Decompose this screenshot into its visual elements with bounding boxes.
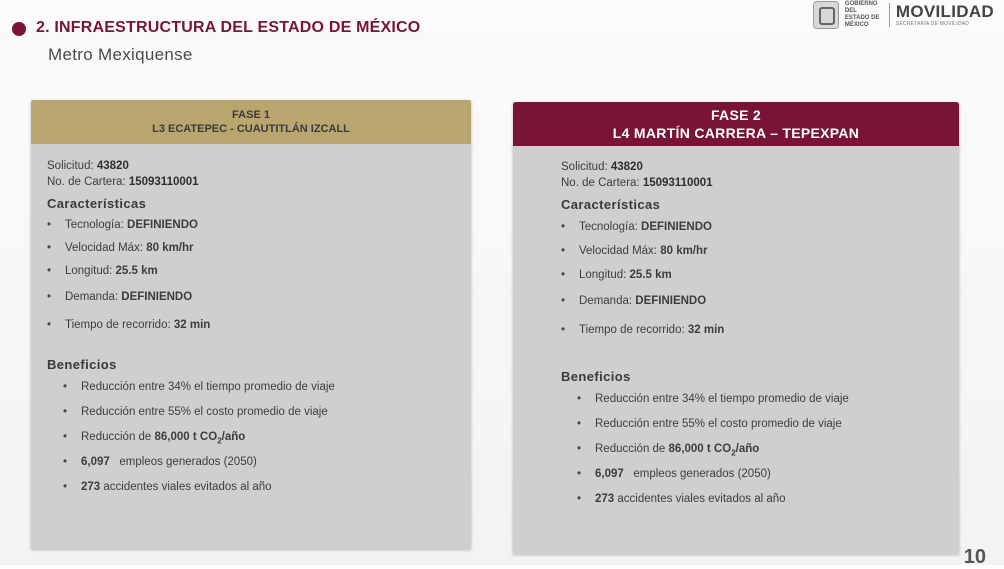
benefit-value: 6,097 — [81, 456, 110, 468]
solicitud-value: 43820 — [96, 160, 129, 172]
phase-1-title: FASE 1 — [232, 109, 270, 121]
solicitud-value: 43820 — [610, 161, 643, 173]
gov-text-line-1: GOBIERNO DEL — [844, 1, 878, 14]
list-item — [63, 450, 461, 475]
cartera-label: No. de Cartera: — [561, 177, 640, 189]
benefit-text: Reducción de — [81, 431, 152, 443]
gov-text-line-2: ESTADO DE — [844, 15, 880, 21]
feature-label: Tiempo de recorrido: — [579, 324, 685, 336]
feature-value: 80 km/hr — [146, 242, 194, 254]
benefits-list — [63, 375, 461, 500]
feature-value: 25.5 km — [115, 265, 158, 277]
list-item — [561, 215, 949, 239]
feature-label: Demanda: — [579, 295, 633, 307]
list-item — [577, 487, 949, 512]
feature-label: Velocidad Máx: — [65, 242, 143, 254]
benefit-value: 273 — [81, 481, 101, 493]
list-item — [577, 437, 949, 462]
feature-label: Tiempo de recorrido: — [65, 319, 171, 331]
list-item — [561, 316, 949, 345]
benefit-text: empleos generados (2050) — [633, 468, 771, 480]
phase-2-header — [513, 102, 959, 146]
list-item — [47, 260, 461, 283]
benefit-unit: /año — [735, 443, 760, 455]
benefit-subscript: 2 — [217, 436, 222, 446]
brand-name: MOVILIDAD — [895, 2, 994, 21]
features-heading: Características — [47, 196, 147, 211]
benefit-value: 6,097 — [595, 468, 624, 480]
list-item: • Reducción entre 34% el tiempo promedio de viaje — [63, 375, 461, 400]
brand-subtitle: SECRETARÍA DE MOVILIDAD — [895, 21, 970, 27]
brand-block — [896, 3, 994, 27]
benefit-value: 86,000 t CO — [154, 431, 218, 443]
phase-2-body — [561, 159, 949, 512]
page-number: 10 — [963, 546, 986, 568]
feature-label: Longitud: — [579, 269, 627, 281]
cartera-label: No. de Cartera: — [47, 176, 126, 188]
feature-label: Velocidad Máx: — [579, 245, 657, 257]
feature-value: 32 min — [687, 324, 725, 336]
cartera-row — [561, 175, 949, 191]
features-list — [561, 215, 949, 345]
features-list — [47, 214, 461, 339]
benefit-value: 273 — [595, 493, 615, 505]
list-item — [561, 263, 949, 287]
list-item: • Reducción entre 55% el costo promedio de viaje — [63, 400, 461, 425]
list-item — [63, 475, 461, 500]
feature-value: DEFINIENDO — [127, 219, 198, 231]
section-bullet-icon — [12, 22, 26, 36]
phase-1-header — [31, 100, 471, 144]
list-item — [47, 311, 461, 339]
benefit-value: 86,000 t CO — [668, 443, 732, 455]
feature-label: Demanda: — [65, 291, 119, 303]
list-item — [47, 237, 461, 260]
list-item — [47, 214, 461, 237]
state-seal-icon — [813, 1, 839, 29]
cartera-value: 15093110001 — [642, 177, 713, 189]
benefit-text: Reducción de — [595, 443, 666, 455]
list-item: • Reducción entre 55% el costo promedio de viaje — [577, 412, 949, 437]
phase-1-line: L3 ECATEPEC - CUAUTITLÁN IZCALL — [152, 123, 350, 135]
solicitud-label: Solicitud: — [561, 161, 608, 173]
features-heading: Características — [561, 197, 661, 212]
government-label — [845, 1, 883, 29]
phase-2-line: L4 MARTÍN CARRERA – TEPEXPAN — [612, 125, 860, 141]
feature-value: 80 km/hr — [660, 245, 708, 257]
list-item — [561, 287, 949, 316]
benefits-heading: Beneficios — [561, 369, 631, 384]
feature-label: Longitud: — [65, 265, 113, 277]
feature-value: 32 min — [173, 319, 211, 331]
phase-1-card — [31, 100, 471, 549]
feature-value: 25.5 km — [629, 269, 672, 281]
benefit-text: accidentes viales evitados al año — [617, 493, 786, 505]
feature-value: DEFINIENDO — [635, 295, 707, 307]
slide-subtitle: Metro Mexiquense — [48, 45, 193, 64]
solicitud-row — [561, 159, 949, 175]
cartera-row — [47, 174, 461, 190]
phase-2-title: FASE 2 — [710, 107, 762, 123]
benefit-subscript: 2 — [731, 448, 736, 458]
list-item — [47, 283, 461, 311]
feature-value: DEFINIENDO — [121, 291, 193, 303]
list-item — [577, 462, 949, 487]
feature-value: DEFINIENDO — [641, 221, 712, 233]
solicitud-row — [47, 158, 461, 174]
benefits-heading: Beneficios — [47, 357, 117, 372]
phase-2-card — [513, 102, 959, 554]
benefit-unit: /año — [221, 431, 246, 443]
solicitud-label: Solicitud: — [47, 160, 94, 172]
benefits-list — [577, 387, 949, 512]
list-item — [561, 239, 949, 263]
benefit-text: empleos generados (2050) — [119, 456, 257, 468]
list-item: • Reducción entre 34% el tiempo promedio de viaje — [577, 387, 949, 412]
logo-divider — [889, 3, 890, 27]
gov-text-line-3: MÉXICO — [844, 22, 869, 28]
list-item — [63, 425, 461, 450]
section-title: 2. INFRAESTRUCTURA DEL ESTADO DE MÉXICO — [36, 19, 421, 36]
feature-label: Tecnología: — [579, 221, 638, 233]
benefit-text: accidentes viales evitados al año — [103, 481, 272, 493]
feature-label: Tecnología: — [65, 219, 124, 231]
phase-1-body — [47, 158, 461, 500]
header-logo — [813, 0, 994, 30]
cartera-value: 15093110001 — [128, 176, 199, 188]
